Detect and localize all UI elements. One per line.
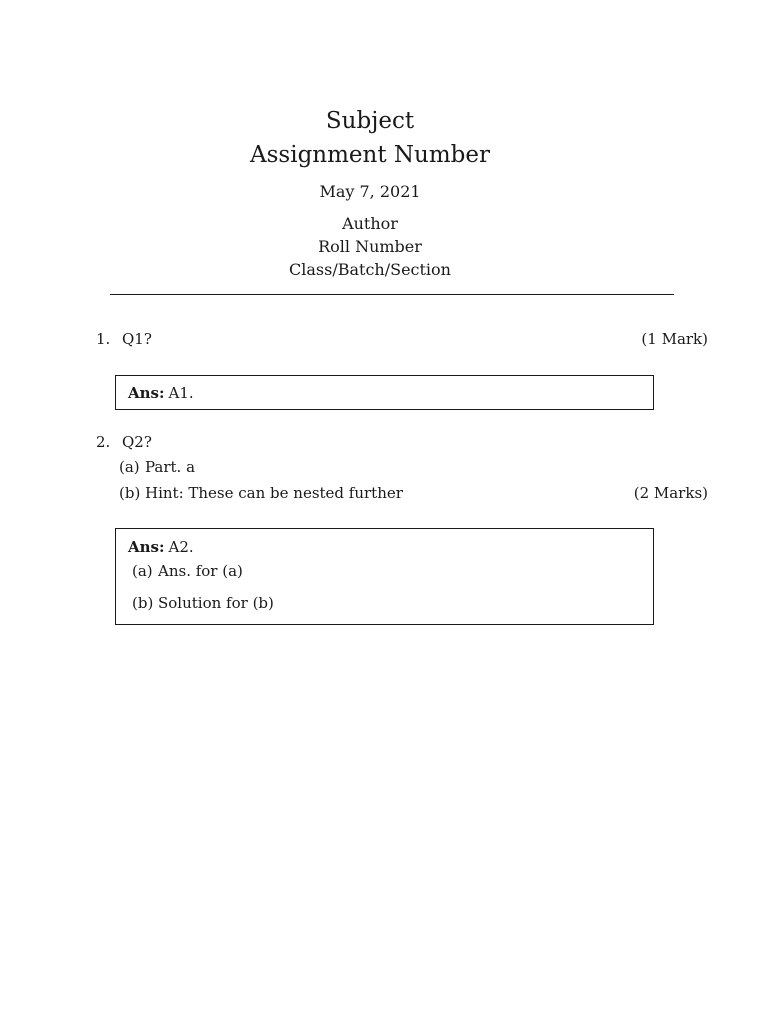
question-text: Q1? — [122, 330, 152, 348]
question-number: 1. — [96, 330, 111, 348]
author-block — [0, 212, 740, 281]
class-batch-section: Class/Batch/Section — [289, 260, 451, 279]
part-text: Part. a — [145, 458, 196, 476]
answer-label: Ans: — [128, 384, 165, 402]
question-marks: (1 Mark) — [641, 330, 708, 348]
author-name: Author — [342, 214, 398, 233]
answer-part-label: (b) — [132, 594, 154, 612]
part-label: (a) — [119, 458, 140, 476]
answer-text: A2. — [168, 538, 194, 556]
question-1 — [96, 329, 708, 349]
answer-part-b — [132, 593, 274, 613]
question-2-part-b — [119, 483, 403, 503]
answer-label: Ans: — [128, 538, 165, 556]
title-block — [0, 104, 740, 281]
answer-line — [128, 383, 194, 403]
answer-box-1 — [115, 375, 654, 410]
answer-part-text: Ans. for (a) — [158, 562, 243, 580]
question-text: Q2? — [122, 433, 152, 451]
question-2 — [96, 432, 708, 452]
question-marks: (2 Marks) — [633, 484, 708, 502]
question-2-part-a — [119, 457, 195, 477]
date: May 7, 2021 — [319, 182, 421, 201]
answer-box-2 — [115, 528, 654, 625]
answer-text: A1. — [168, 384, 194, 402]
header-divider — [110, 294, 674, 295]
answer-part-text: Solution for (b) — [158, 594, 274, 612]
answer-line — [128, 537, 194, 557]
answer-part-a — [132, 561, 243, 581]
question-number: 2. — [96, 433, 111, 451]
assignment-number: Assignment Number — [250, 142, 490, 168]
part-text: Hint: These can be nested further — [145, 484, 403, 502]
part-label: (b) — [119, 484, 141, 502]
answer-part-label: (a) — [132, 562, 153, 580]
roll-number: Roll Number — [318, 237, 422, 256]
subject-title: Subject — [325, 108, 415, 134]
